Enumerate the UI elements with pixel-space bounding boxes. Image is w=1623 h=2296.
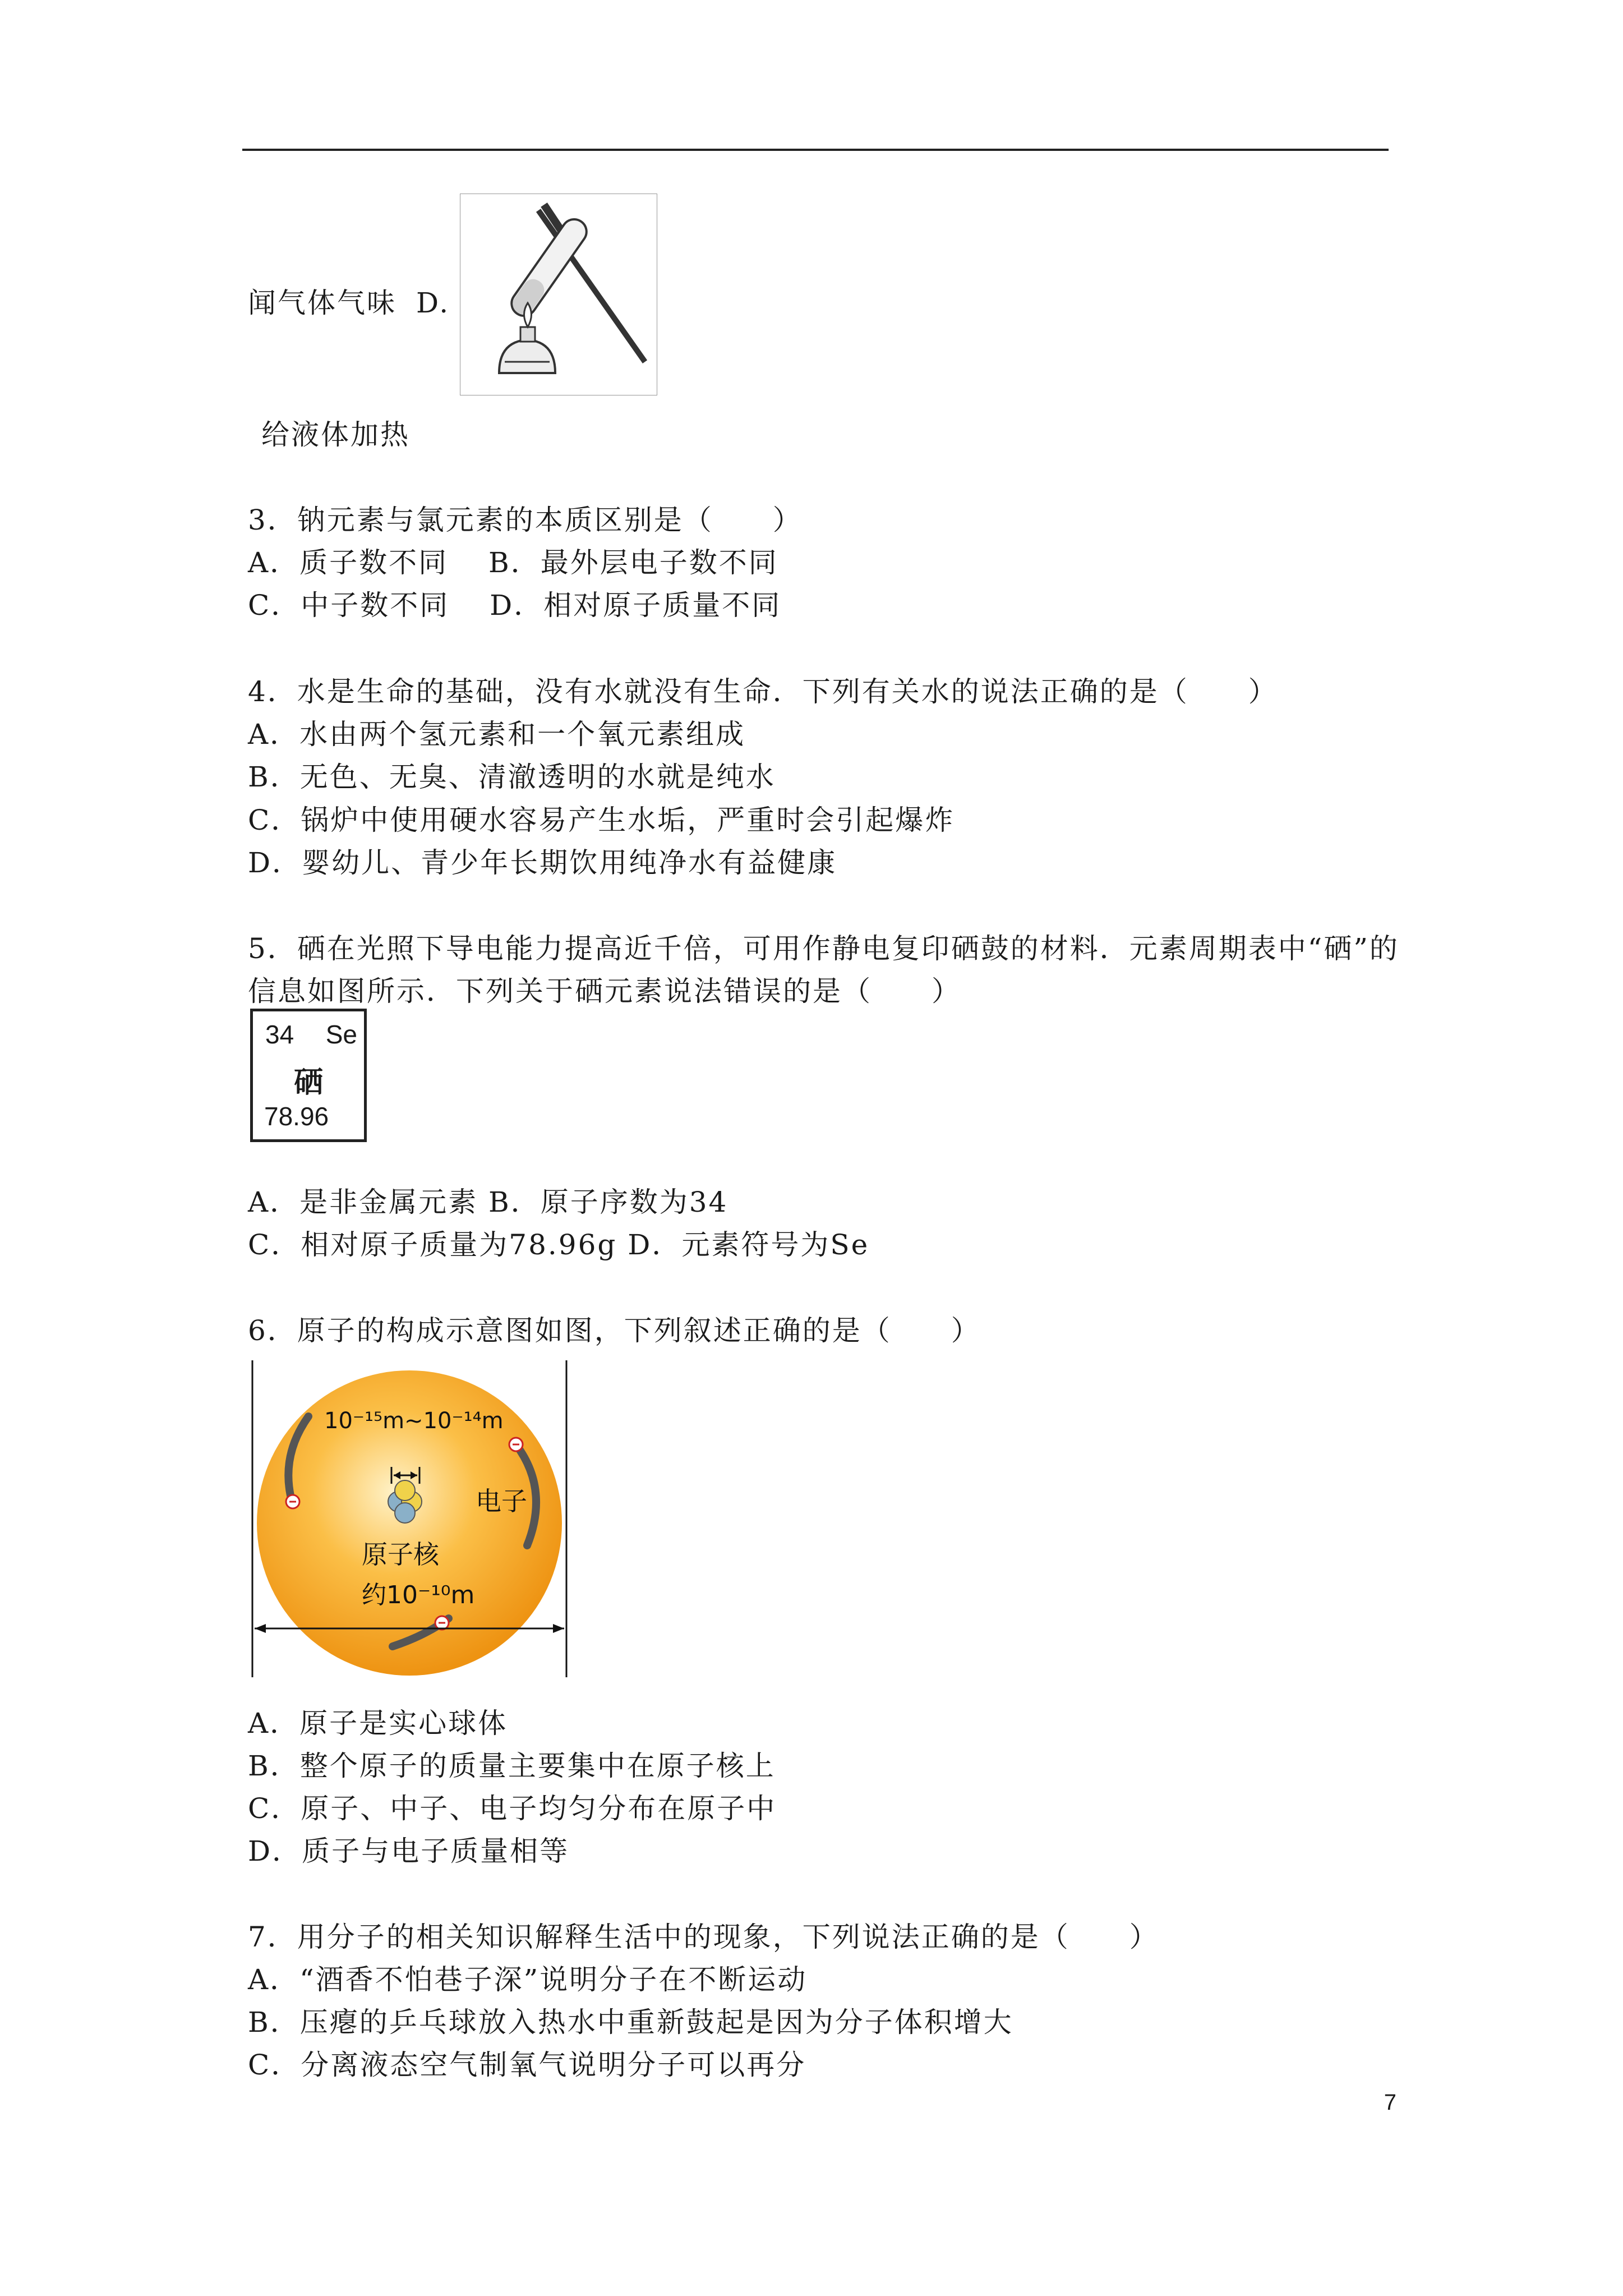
selenium-element-tile [250, 1009, 367, 1142]
q5-stem-line-2: 信息如图所示．下列关于硒元素说法错误的是（ ） [248, 975, 961, 1007]
q7-option-a: A．“酒香不怕巷子深”说明分子在不断运动 [248, 1963, 808, 1996]
q5-stem-line-1: 5．硒在光照下导电能力提高近千倍，可用作静电复印硒鼓的材料．元素周期表中“硒”的 [248, 932, 1399, 965]
header-rule [242, 149, 1389, 151]
tile-symbol: Se [325, 1020, 357, 1049]
tile-atomic-number: 34 [265, 1020, 294, 1049]
electron-label: 电子 [476, 1486, 527, 1516]
q7-stem: 7．用分子的相关知识解释生活中的现象，下列说法正确的是（ ） [248, 1921, 1159, 1953]
q7-option-c: C．分离液态空气制氧气说明分子可以再分 [248, 2049, 806, 2081]
q6-option-a: A．原子是实心球体 [248, 1707, 508, 1740]
q2-option-d-label: D. [416, 287, 450, 319]
tile-atomic-mass: 78.96 [264, 1102, 329, 1131]
q3-options-row-2: C．中子数不同 D．相对原子质量不同 [248, 589, 782, 622]
q3-stem: 3．钠元素与氯元素的本质区别是（ ） [248, 504, 803, 536]
page-number: 7 [1384, 2090, 1396, 2115]
tile-element-name: 硒 [293, 1066, 323, 1099]
q3-options-row-1: A．质子数不同 B．最外层电子数不同 [248, 546, 778, 579]
q4-option-a: A．水由两个氢元素和一个氧元素组成 [248, 718, 746, 751]
q5-options-row-1: A．是非金属元素 B．原子序数为34 [248, 1186, 728, 1218]
q2-option-d-caption: 给液体加热 [261, 418, 410, 451]
q6-option-b: B．整个原子的质量主要集中在原子核上 [248, 1750, 776, 1782]
q6-option-d: D．质子与电子质量相等 [248, 1835, 570, 1867]
heating-liquid-illustration [460, 194, 657, 395]
q6-option-c: C．原子、中子、电子均匀分布在原子中 [248, 1792, 777, 1825]
q4-stem: 4．水是生命的基础，没有水就没有生命．下列有关水的说法正确的是（ ） [248, 675, 1278, 708]
q2-option-c-text: 闻气体气味 [248, 287, 396, 319]
q5-options-row-2: C．相对原子质量为78.96g D．元素符号为Se [248, 1228, 870, 1261]
q6-stem: 6．原子的构成示意图如图，下列叙述正确的是（ ） [248, 1314, 981, 1347]
nucleus-label: 原子核 [362, 1539, 439, 1570]
q4-option-b: B．无色、无臭、清澈透明的水就是纯水 [248, 761, 776, 793]
atom-size-label: 约10⁻¹⁰m [362, 1581, 475, 1609]
atom-structure-diagram [247, 1355, 572, 1680]
q7-option-b: B．压瘪的乒乓球放入热水中重新鼓起是因为分子体积增大 [248, 2006, 1013, 2039]
q4-option-d: D．婴幼儿、青少年长期饮用纯净水有益健康 [248, 846, 837, 879]
q4-option-c: C．锅炉中使用硬水容易产生水垢，严重时会引起爆炸 [248, 804, 955, 836]
nucleus-size-label: 10⁻¹⁵m~10⁻¹⁴m [324, 1408, 504, 1434]
